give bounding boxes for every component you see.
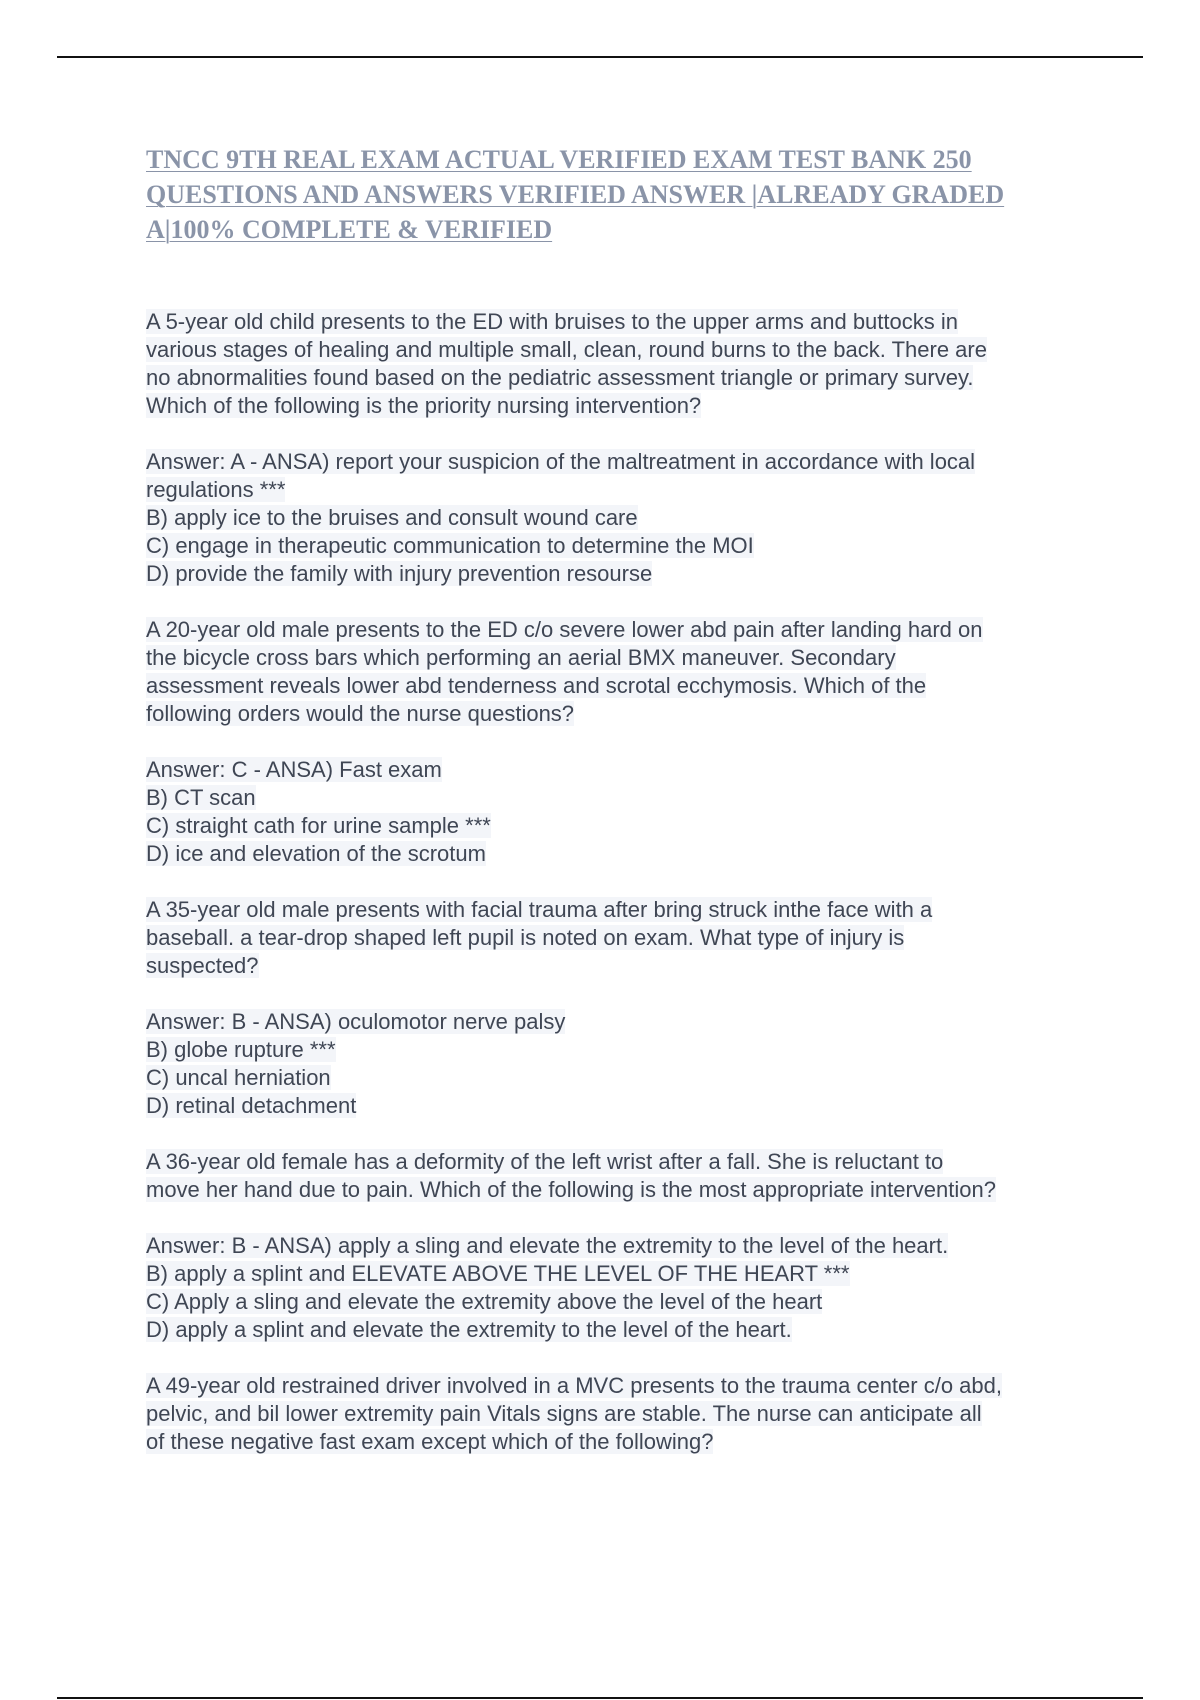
document-title	[146, 142, 1106, 247]
question-line: A 5-year old child presents to the ED with bruises to the upper arms and buttocks in	[146, 309, 958, 334]
answer-line: B) CT scan	[146, 785, 256, 810]
answer-line: B) apply a splint and ELEVATE ABOVE THE LEVEL OF THE HEART ***	[146, 1261, 850, 1286]
answer-line: D) apply a splint and elevate the extremity to the level of the heart.	[146, 1317, 792, 1342]
question-line: move her hand due to pain. Which of the following is the most appropriate intervention?	[146, 1177, 996, 1202]
answer-line: B) apply ice to the bruises and consult wound care	[146, 505, 638, 530]
answer-line: D) ice and elevation of the scrotum	[146, 841, 486, 866]
answer-line: C) engage in therapeutic communication to determine the MOI	[146, 533, 754, 558]
question-line: assessment reveals lower abd tenderness and scrotal ecchymosis. Which of the	[146, 673, 927, 698]
answer-line: Answer: C - ANSA) Fast exam	[146, 757, 442, 782]
question-line: A 35-year old male presents with facial trauma after bring struck inthe face with a	[146, 897, 933, 922]
question-line: following orders would the nurse questions?	[146, 701, 575, 726]
answer-block	[146, 448, 1106, 588]
question-text	[146, 308, 1106, 420]
answer-line: D) provide the family with injury prevention resourse	[146, 561, 653, 586]
question-line: A 49-year old restrained driver involved in a MVC presents to the trauma center c/o abd,	[146, 1373, 1002, 1398]
answer-line: B) globe rupture ***	[146, 1037, 336, 1062]
question-line: Which of the following is the priority nursing intervention?	[146, 393, 702, 418]
answer-block	[146, 1232, 1106, 1344]
question-line: baseball. a tear-drop shaped left pupil is noted on exam. What type of injury is	[146, 925, 905, 950]
answer-line: Answer: B - ANSA) apply a sling and elevate the extremity to the level of the heart.	[146, 1233, 949, 1258]
answer-line: C) straight cath for urine sample ***	[146, 813, 491, 838]
question-text	[146, 1372, 1106, 1456]
header-rule	[57, 56, 1143, 58]
answer-line: Answer: B - ANSA) oculomotor nerve palsy	[146, 1009, 566, 1034]
footer-rule	[57, 1697, 1143, 1699]
question-text	[146, 896, 1106, 980]
question-line: various stages of healing and multiple small, clean, round burns to the back. There are	[146, 337, 987, 362]
answer-line: C) Apply a sling and elevate the extremity above the level of the heart	[146, 1289, 823, 1314]
answer-line: C) uncal herniation	[146, 1065, 331, 1090]
question-text	[146, 616, 1106, 728]
answer-line: D) retinal detachment	[146, 1093, 357, 1118]
question-text	[146, 1148, 1106, 1204]
answer-line: Answer: A - ANSA) report your suspicion of the maltreatment in accordance with local	[146, 449, 976, 474]
answer-line: regulations ***	[146, 477, 286, 502]
document-body	[146, 308, 1106, 1484]
title-line: QUESTIONS AND ANSWERS VERIFIED ANSWER |ALREADY GRADED	[146, 180, 1005, 209]
answer-block	[146, 1008, 1106, 1120]
question-line: A 20-year old male presents to the ED c/o severe lower abd pain after landing hard on	[146, 617, 983, 642]
question-line: suspected?	[146, 953, 259, 978]
question-line: no abnormalities found based on the pediatric assessment triangle or primary survey.	[146, 365, 974, 390]
title-line: TNCC 9TH REAL EXAM ACTUAL VERIFIED EXAM TEST BANK 250	[146, 145, 972, 174]
title-line: A|100% COMPLETE & VERIFIED	[146, 215, 553, 244]
question-line: of these negative fast exam except which of the following?	[146, 1429, 714, 1454]
answer-block	[146, 756, 1106, 868]
question-line: the bicycle cross bars which performing an aerial BMX maneuver. Secondary	[146, 645, 896, 670]
question-line: pelvic, and bil lower extremity pain Vitals signs are stable. The nurse can anticipate all	[146, 1401, 982, 1426]
question-line: A 36-year old female has a deformity of the left wrist after a fall. She is reluctant to	[146, 1149, 944, 1174]
